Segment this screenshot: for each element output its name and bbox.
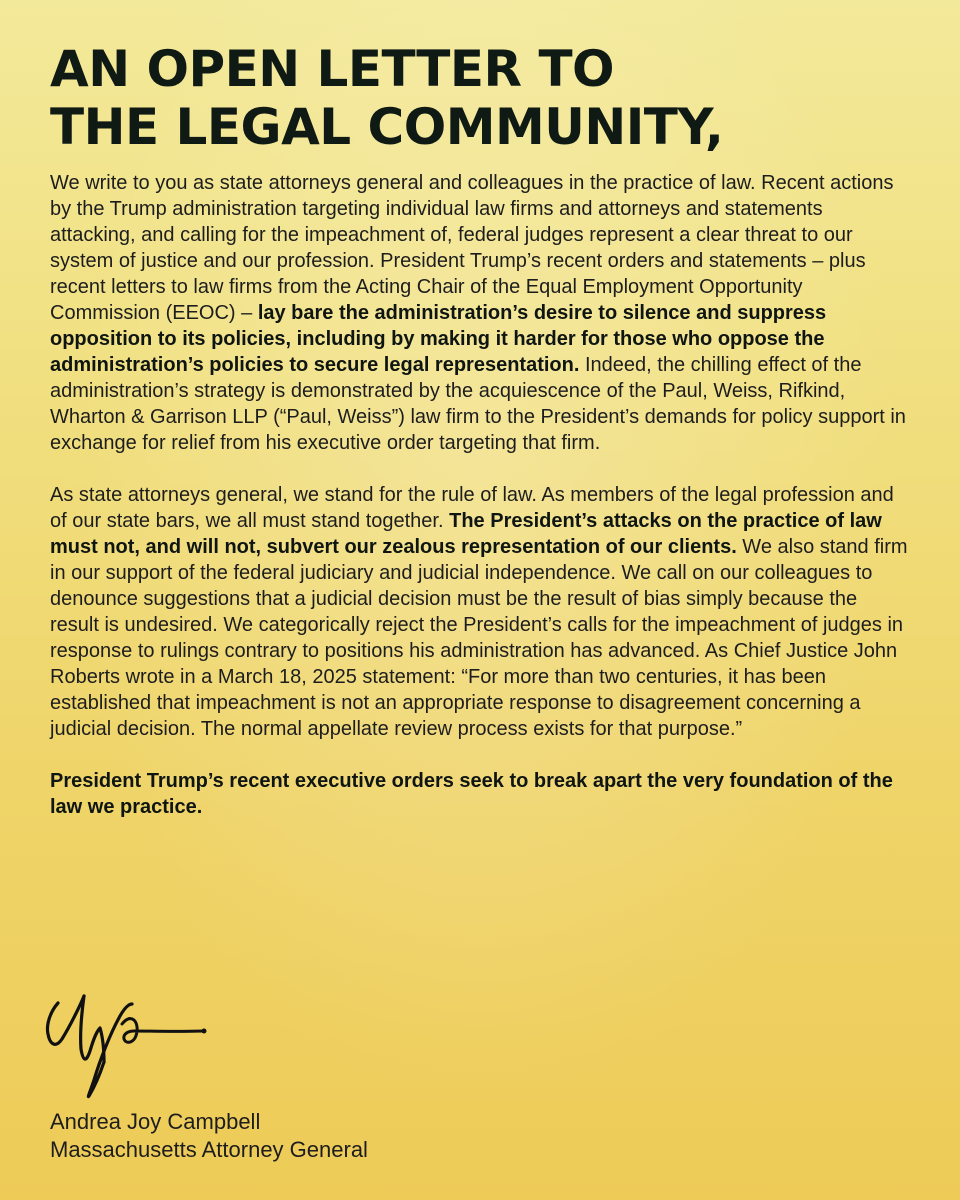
paragraph-3 <box>50 768 910 820</box>
title-line-2: THE LEGAL COMMUNITY, <box>50 98 724 156</box>
signer-title: Massachusetts Attorney General <box>50 1137 368 1162</box>
paragraph-1-bold-text: lay bare the administration’s desire to silence and suppress opposition to its policies, including by making it harder for those who oppose the administration’s policies to secure legal representation. <box>50 302 827 376</box>
handwritten-signature <box>42 978 222 1104</box>
title-line-1: AN OPEN LETTER TO <box>50 40 615 98</box>
letter-body <box>50 170 910 820</box>
paragraph-2-bold-text: The President’s attacks on the practice of law must not, and will not, subvert our zealous representation of our clients. <box>50 510 882 558</box>
paragraph-1-text-part-1: We write to you as state attorneys general and colleagues in the practice of law. Recent actions by the Trump administration targeting individual law firms and attorneys and statements attacking, and calling for the impeachment of, federal judges represent a clear threat to our system of justice and our profession. President Trump’s recent orders and statements – plus recent letters to law firms from the Acting Chair of the Equal Employment Opportunity Commission (EEOC) – <box>50 172 894 324</box>
paragraph-1 <box>50 170 910 456</box>
paragraph-2 <box>50 482 910 742</box>
paragraph-2-text-part-1: As state attorneys general, we stand for the rule of law. As members of the legal profession and of our state bars, we all must stand together. <box>50 484 894 532</box>
paragraph-3-bold-text: President Trump’s recent executive orders seek to break apart the very foundation of the law we practice. <box>50 770 893 818</box>
paragraph-1-text-part-2: Indeed, the chilling effect of the administration’s strategy is demonstrated by the acquiescence of the Paul, Weiss, Rifkind, Wharton & Garrison LLP (“Paul, Weiss”) law firm to the President’s demands for policy support in exchange for relief from his executive order targeting that firm. <box>50 354 906 454</box>
signer-block <box>50 1108 368 1164</box>
letter-title <box>50 40 910 156</box>
paragraph-2-text-part-2: We also stand firm in our support of the federal judiciary and judicial independence. We call on our colleagues to denounce suggestions that a judicial decision must be the result of bias simply because the result is undesired. We categorically reject the President’s calls for the impeachment of judges in response to rulings contrary to positions his administration has advanced. As Chief Justice John Roberts wrote in a March 18, 2025 statement: “For more than two centuries, it has been established that impeachment is not an appropriate response to disagreement concerning a judicial decision. The normal appellate review process exists for that purpose.” <box>50 536 908 740</box>
letter-content <box>50 40 910 820</box>
signer-name: Andrea Joy Campbell <box>50 1109 261 1134</box>
